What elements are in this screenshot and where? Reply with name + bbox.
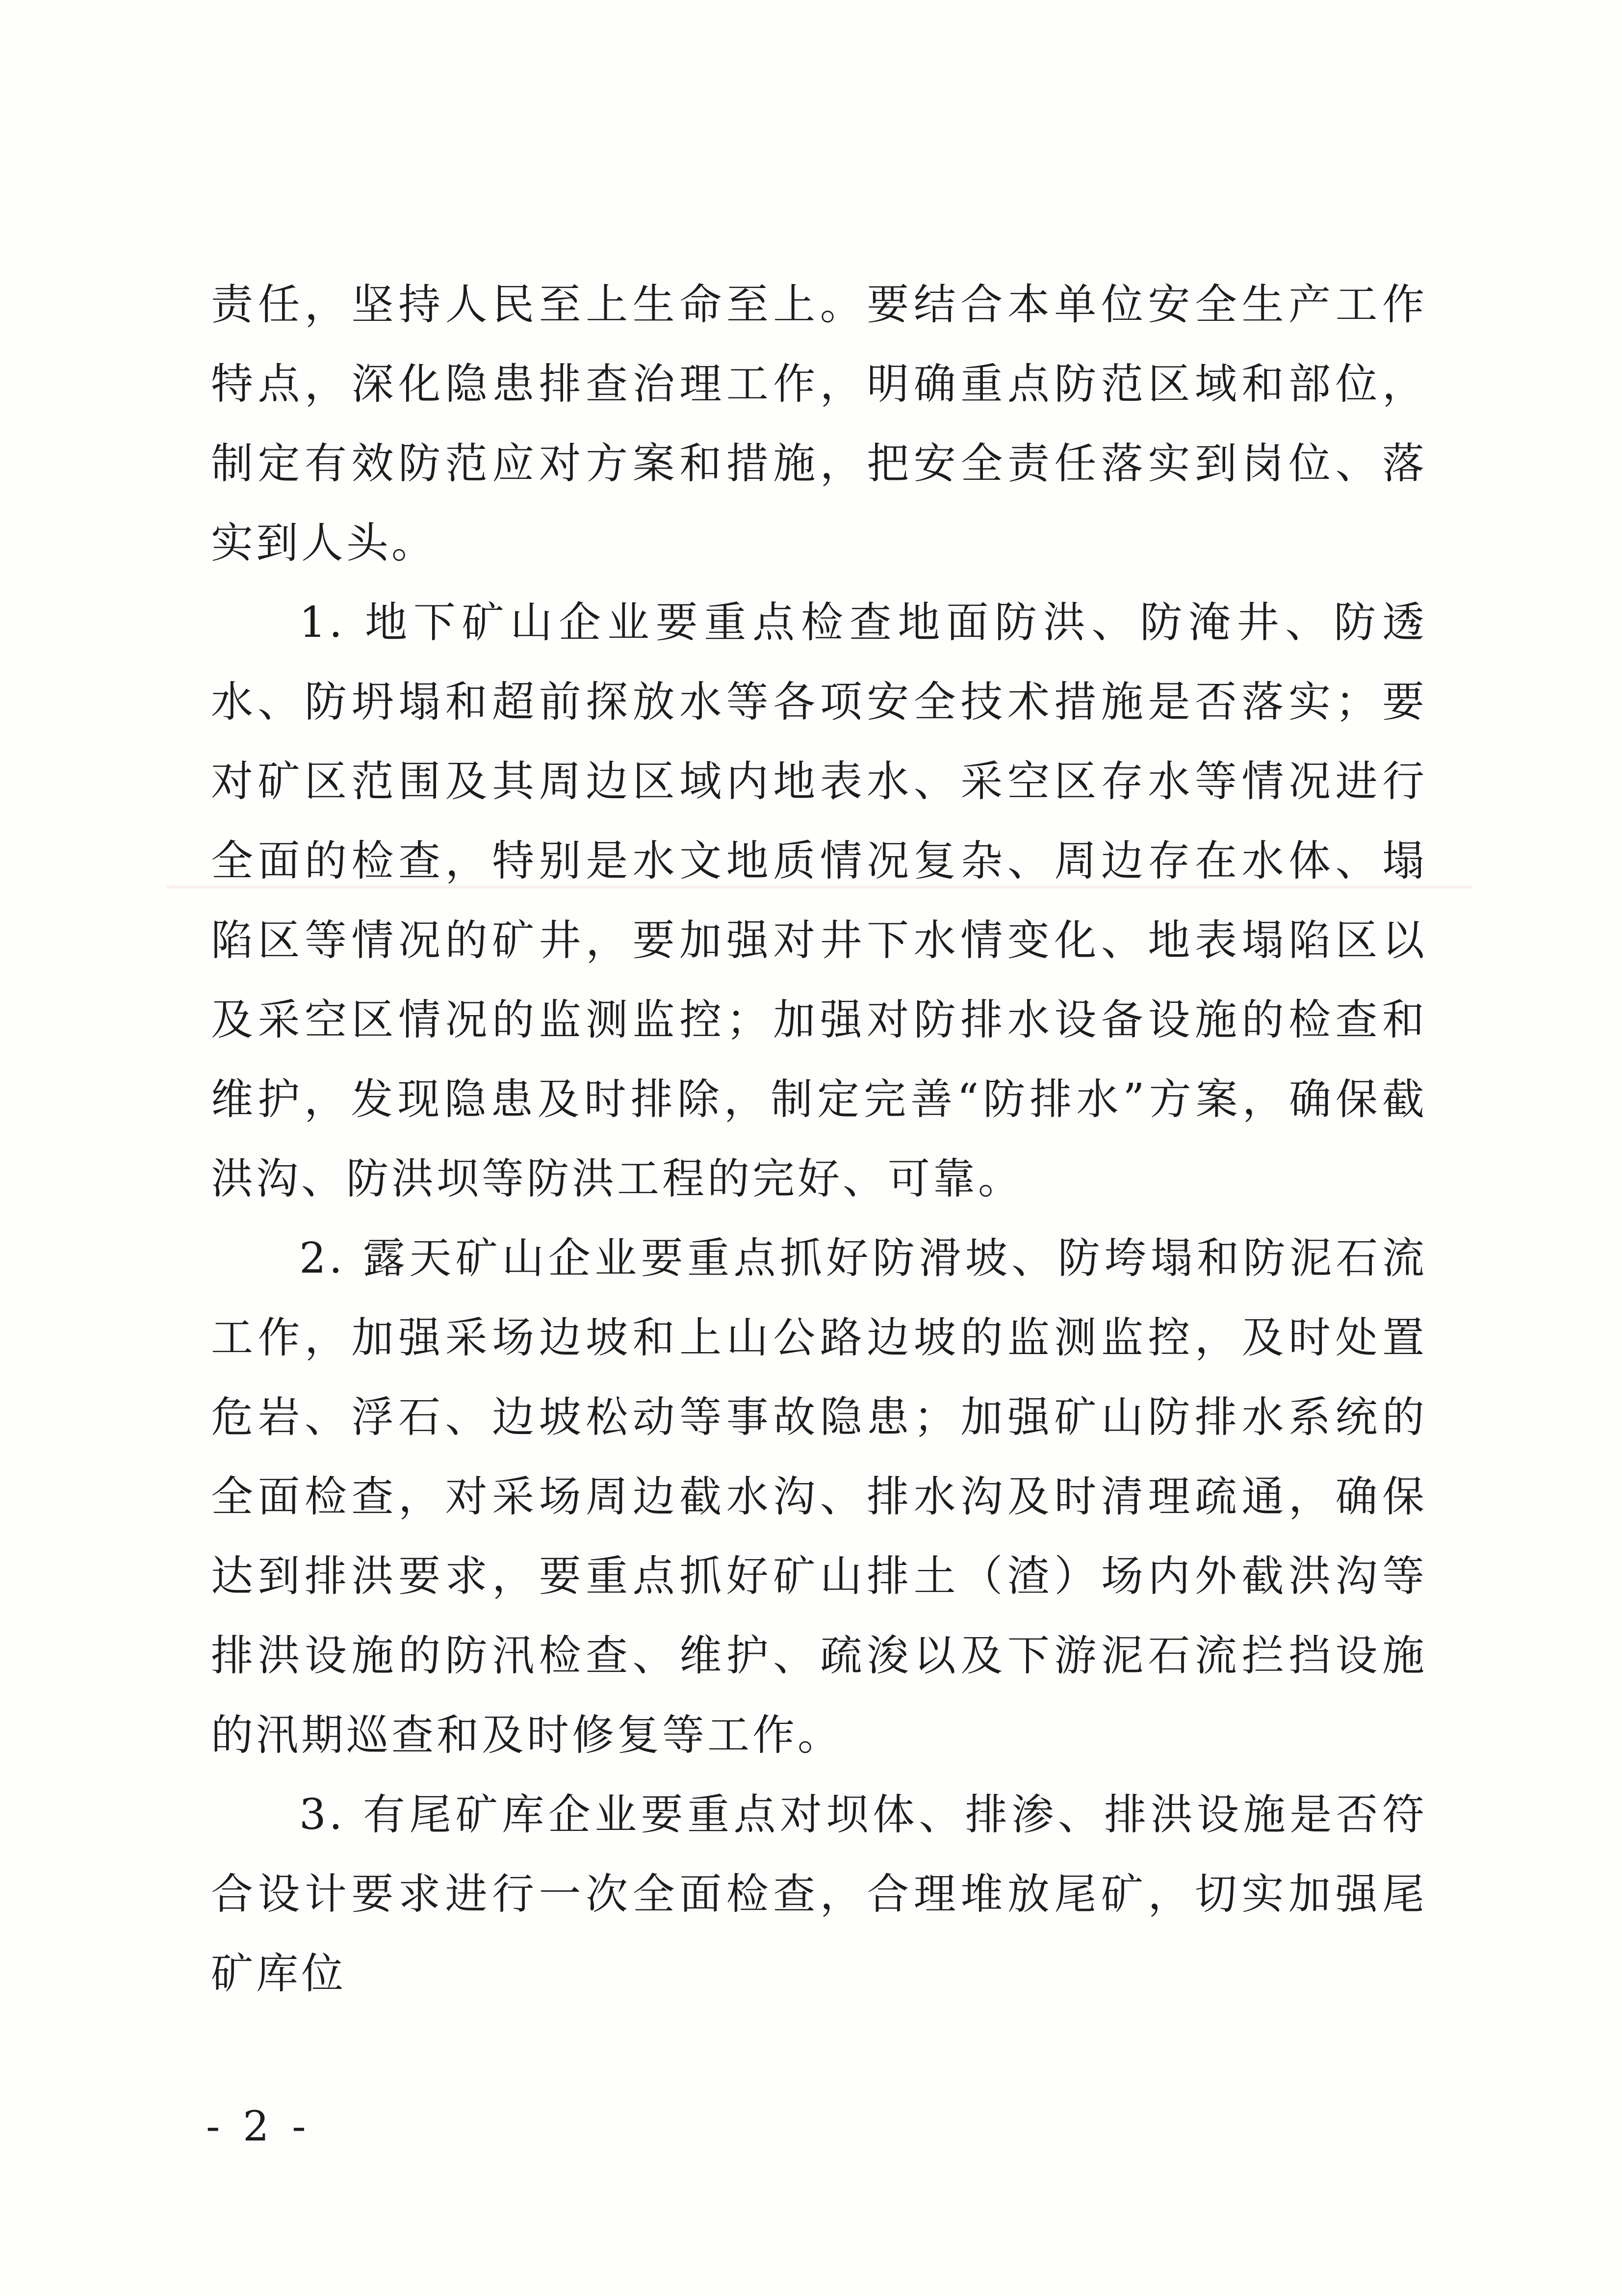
paragraph-underground-mines: 1. 地下矿山企业要重点检查地面防洪、防淹井、防透水、防坍塌和超前探放水等各项安全技术措施是否落实；要对矿区范围及其周边区域内地表水、采空区存水等情况进行全面的检查，特别是水文地质情况复杂、周边存在水体、塌陷区等情况的矿井，要加强对井下水情变化、地表塌陷区以及采空区情况的监测监控；加强对防排水设备设施的检查和维护，发现隐患及时排除，制定完善“防排水”方案，确保截洪沟、防洪坝等防洪工程的完好、可靠。 [211, 598, 1427, 1203]
paragraph-open-pit-mines: 2. 露天矿山企业要重点抓好防滑坡、防垮塌和防泥石流工作，加强采场边坡和上山公路边坡的监测监控，及时处置危岩、浮石、边坡松动等事故隐患；加强矿山防排水系统的全面检查，对采场周边截水沟、排水沟及时清理疏通，确保达到排洪要求，要重点抓好矿山排土（渣）场内外截洪沟等排洪设施的防汛检查、维护、疏浚以及下游泥石流拦挡设施的汛期巡查和及时修复等工作。 [211, 1234, 1427, 1760]
document-body [211, 265, 1427, 2013]
paragraph-tailings-ponds: 3. 有尾矿库企业要重点对坝体、排渗、排洪设施是否符合设计要求进行一次全面检查，合理堆放尾矿，切实加强尾矿库位 [211, 1790, 1427, 1998]
paragraph-intro: 责任，坚持人民至上生命至上。要结合本单位安全生产工作特点，深化隐患排查治理工作，明确重点防范区域和部位，制定有效防范应对方案和措施，把安全责任落实到岗位、落实到人头。 [211, 280, 1427, 568]
page-number: - 2 - [206, 2102, 311, 2150]
